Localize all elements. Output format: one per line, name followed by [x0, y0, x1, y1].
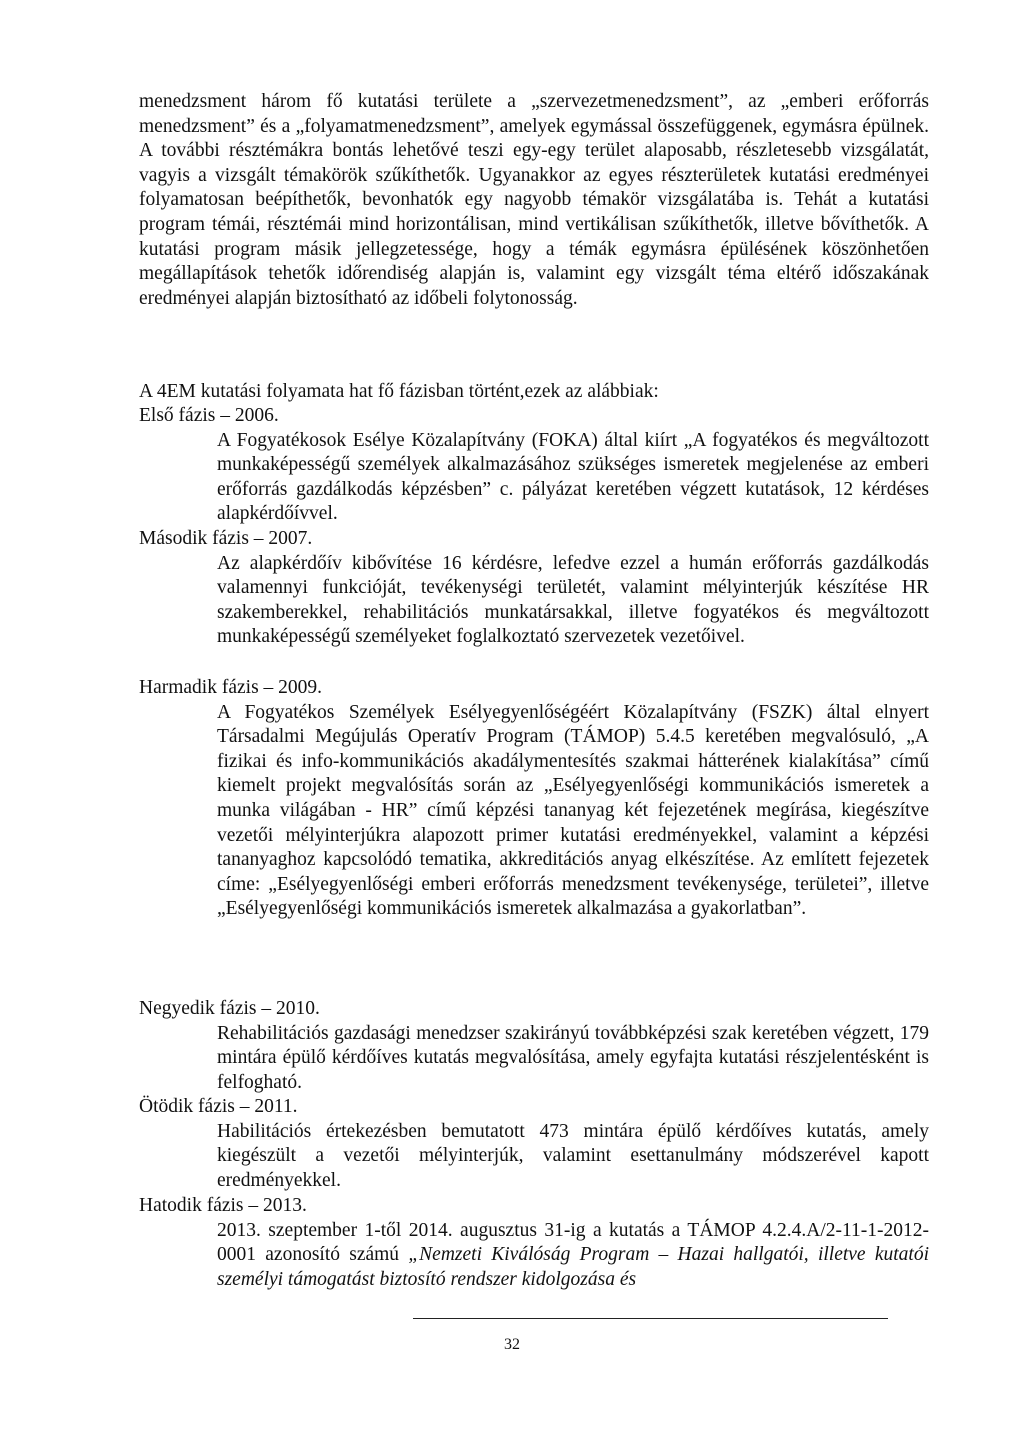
phase-body: Az alapkérdőív kibővítése 16 kérdésre, lefedve ezzel a humán erőforrás gazdálkodás valamennyi funkcióját, tevékenységi területét, valamint mélyinterjúk készítése HR szakemberekkel, rehabilitációs munkatársakkal, illetve fogyatékos és megváltozott munkaképességű személyeket foglalkoztató szervezetek vezetőivel. [217, 552, 929, 648]
phase-title: Negyedik fázis – 2010. [139, 998, 320, 1019]
phase-title: Harmadik fázis – 2009. [139, 677, 323, 698]
phase-body: Habilitációs értekezésben bemutatott 473 mintára épülő kérdőíves kutatás, amely kiegészült a vezetői mélyinterjúk, valamint esettanulmány módszerével kapott eredményekkel. [217, 1120, 929, 1191]
phase-4 [139, 997, 939, 1095]
phase-title: Második fázis – 2007. [139, 528, 313, 549]
phases-intro: A 4EM kutatási folyamata hat fő fázisban történt,ezek az alábbiak: [139, 381, 659, 402]
opening-paragraph: menedzsment három fő kutatási területe a „szervezetmenedzsment”, az „emberi erőforrás menedzsment” és a „folyamatmenedzsment”, amelyek egymással összefüggenek, egymásra épülnek. A további résztémákra bontás lehetővé teszi egy-egy terület alaposabb, részletesebb vizsgálatát, vagyis a vizsgált témakörök szűkíthetők. Ugyanakkor az egyes részterületek kutatási eredményei folyamatosan beépíthetők, bevonhatók egy nagyobb témakör vizsgálatába is. Tehát a kutatási program témái, résztémái mind horizontálisan, mind vertikálisan szűkíthetők, illetve bővíthetők. A kutatási program másik jellegzetessége, hogy a témák egymásra épülésének köszönhetően megállapítások tehetők időrendiség alapján is, valamint egy vizsgált téma eltérő időszakának eredményei alapján biztosítható az időbeli folytonosság. [139, 91, 929, 309]
phase-body: A Fogyatékosok Esélye Közalapítvány (FOKA) által kiírt „A fogyatékos és megváltozott munkaképességű személyek alkalmazásához szükséges ismeretek megjelenése az emberi erőforrás gazdálkodás képzésben” c. pályázat keretében végzett kutatások, 12 kérdéses alapkérdőívvel. [217, 429, 929, 525]
phase-6 [139, 1194, 939, 1292]
phase-3 [139, 676, 939, 922]
phase-title: Első fázis – 2006. [139, 405, 279, 426]
page-number: 32 [504, 1336, 520, 1353]
phase-body: A Fogyatékos Személyek Esélyegyenlőségéért Közalapítvány (FSZK) által elnyert Társadalmi Megújulás Operatív Program (TÁMOP) 5.4.5 keretében megvalósuló, „A fizikai és info-kommunikációs akadálymentesítés szakmai hátterének kialakítása” című kiemelt projekt megvalósítás során az „Esélyegyenlőségi kommunikációs ismeretek a munka világában - HR” című képzési tananyag két fejezetének megírása, kiegészítve vezetői mélyinterjúkra alapozott primer kutatási eredményekkel, valamint a képzési tananyaghoz kapcsolódó tematika, akkreditációs anyag elkészítése. Az említett fejezetek címe: „Esélyegyenlőségi emberi erőforrás menedzsment tevékenysége, területei”, illetve „Esélyegyenlőségi kommunikációs ismeretek alkalmazása a gyakorlatban”. [217, 701, 929, 920]
footer-rule [413, 1318, 888, 1319]
phase-2 [139, 527, 939, 650]
phase-5 [139, 1095, 939, 1193]
phase-body: Rehabilitációs gazdasági menedzser szakirányú továbbképzési szak keretében végzett, 179 mintára épülő kérdőíves kutatás megvalósítása, amely egyfajta kutatási részjelentésként is felfogható. [217, 1022, 929, 1093]
phase-title: Ötödik fázis – 2011. [139, 1096, 298, 1117]
phase-1 [139, 404, 939, 527]
opening-section [139, 90, 929, 311]
program-title-italic: „Nemzeti Kiválóság Program – Hazai hallgatói, illetve kutatói személyi támogatást biztosító rendszer kidolgozása és [217, 1244, 929, 1290]
phase-title: Hatodik fázis – 2013. [139, 1195, 307, 1216]
phase-body-plain: 2013. szeptember 1-től 2014. augusztus 31-ig a kutatás a TÁMOP 4.2.4.A/2-11-1-2012-0001 azonosító számú [217, 1219, 929, 1266]
phase-body [217, 1219, 929, 1293]
